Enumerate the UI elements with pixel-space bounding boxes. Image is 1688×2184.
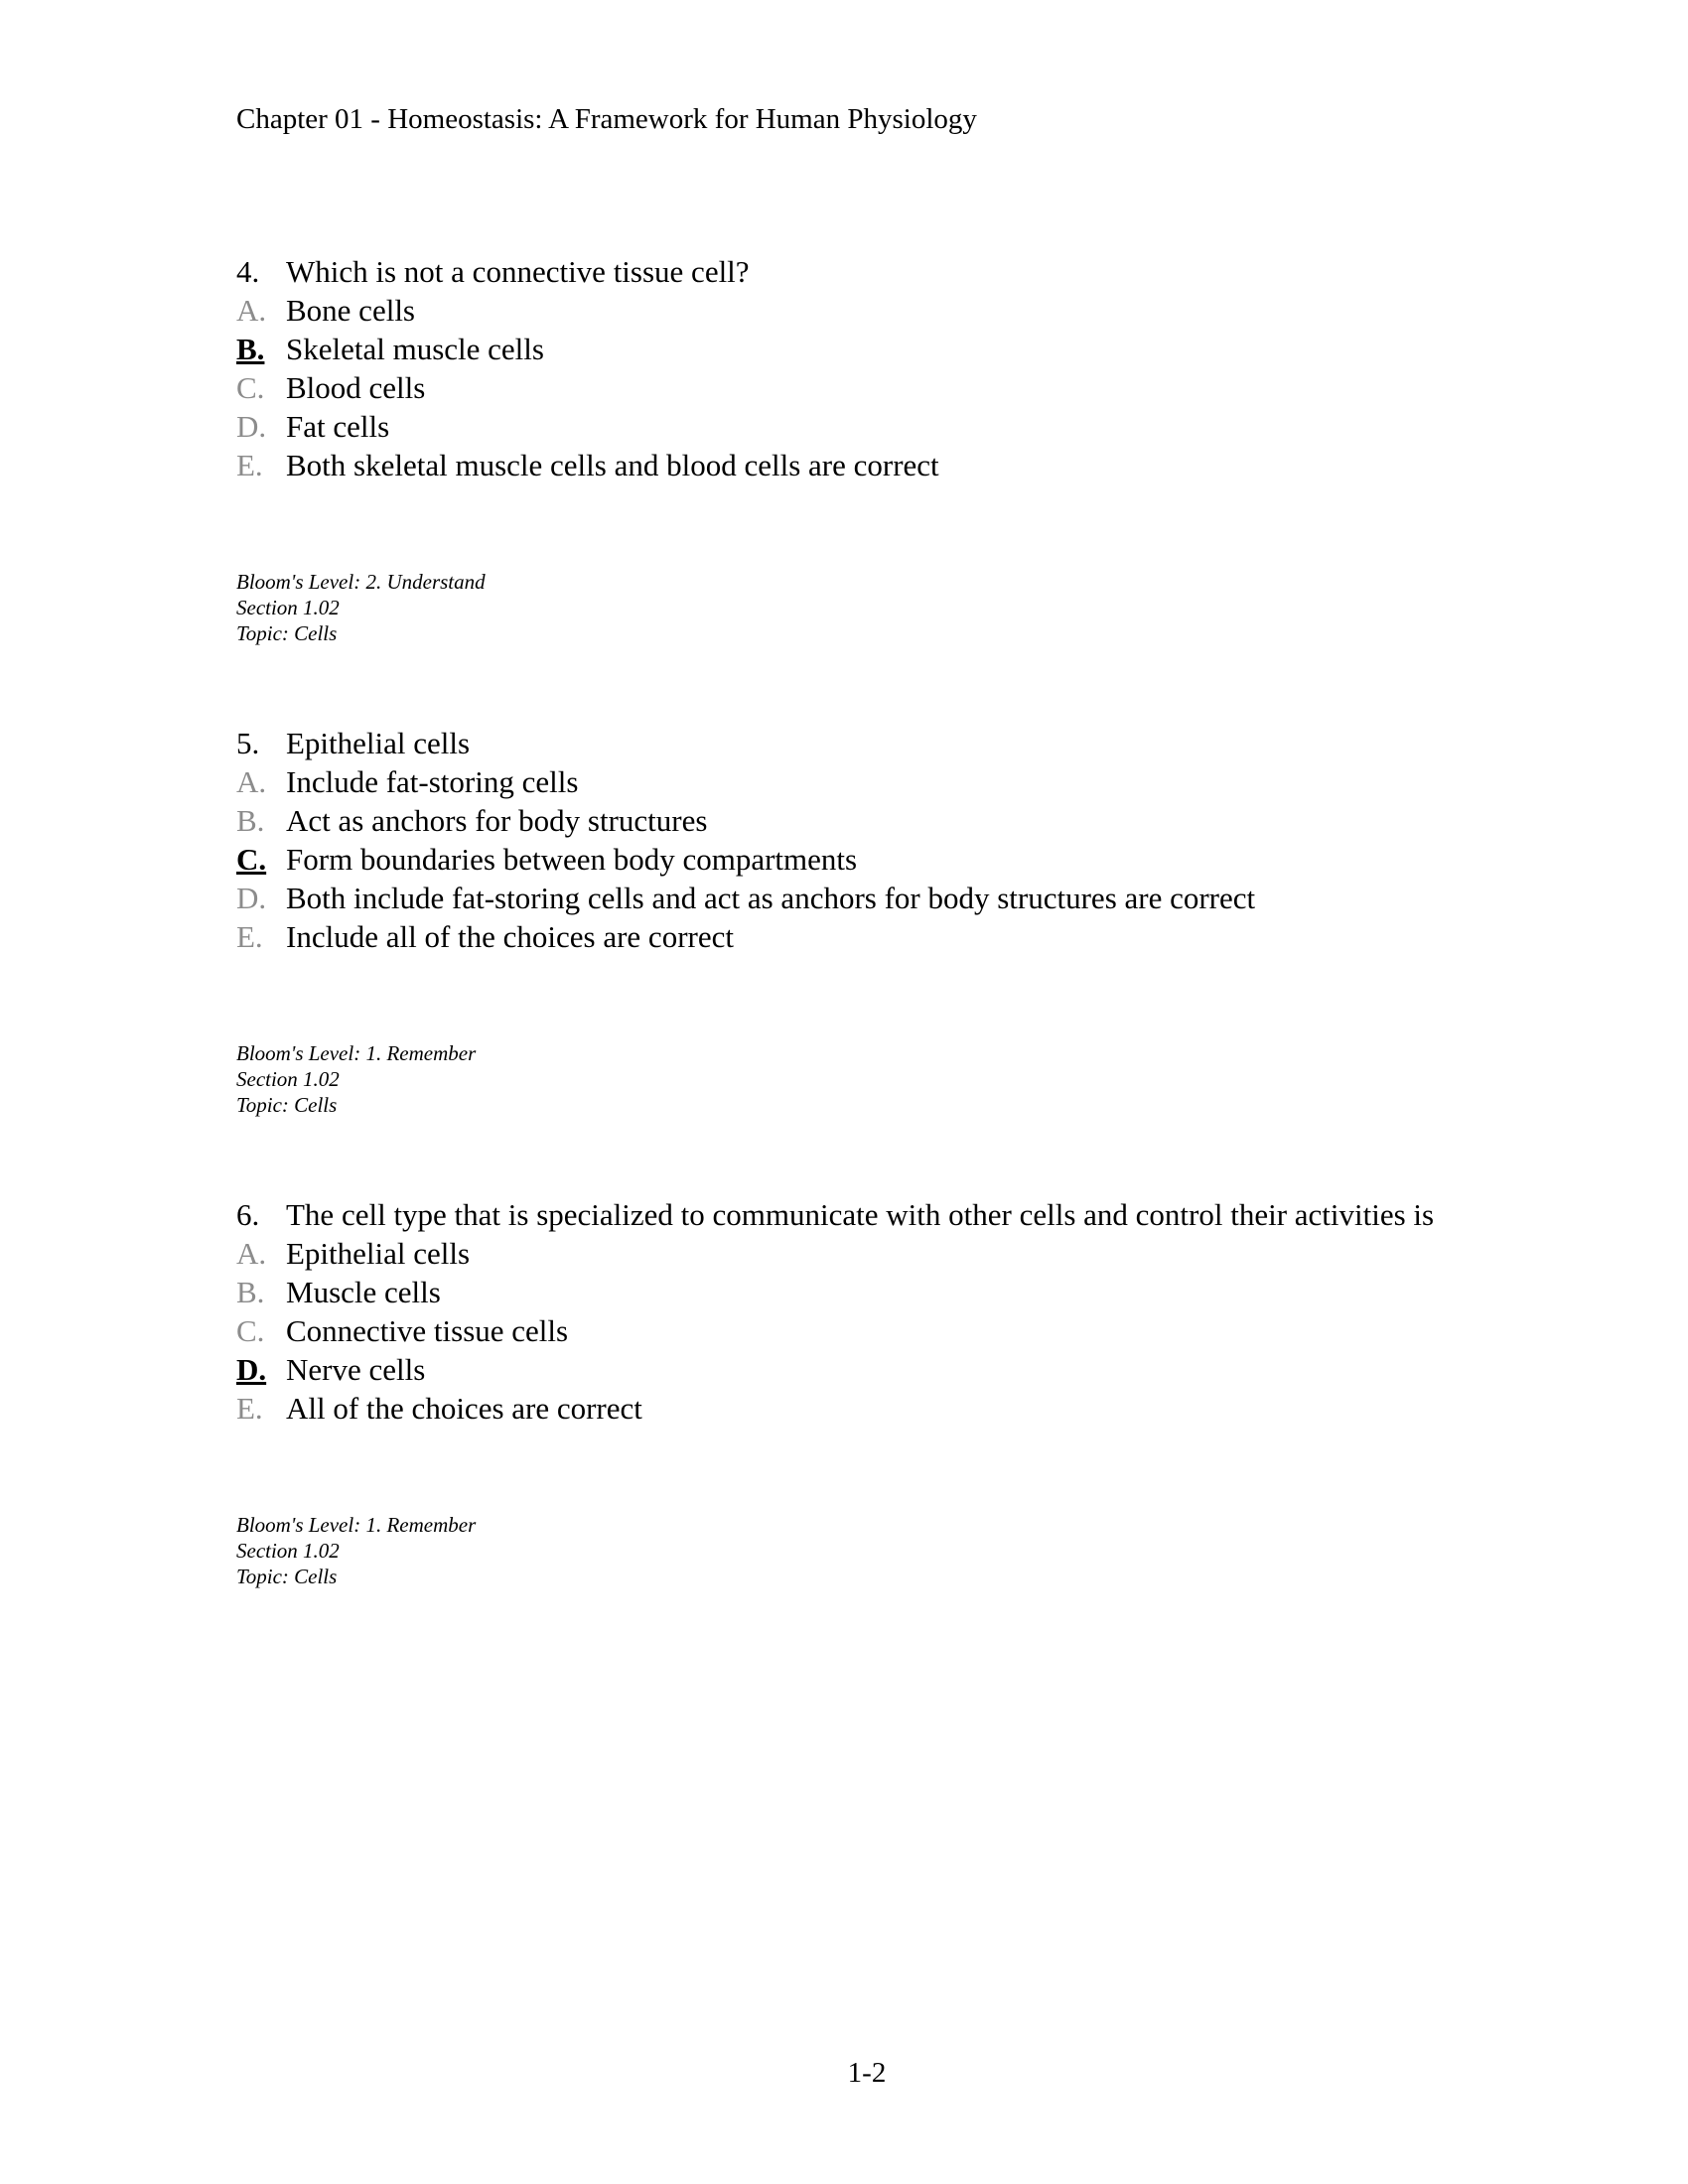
option-letter: C. (236, 1313, 265, 1348)
option-text: Muscle cells (286, 1275, 441, 1309)
question-number: 5. (236, 726, 260, 760)
question-number: 6. (236, 1197, 260, 1232)
option-letter: A. (236, 764, 267, 799)
option-text: Connective tissue cells (286, 1313, 569, 1348)
answer-option (236, 801, 1502, 840)
option-letter: C. (236, 370, 265, 405)
page-number: 1-2 (847, 2057, 887, 2089)
blooms-level: Bloom's Level: 1. Remember (236, 1513, 477, 1537)
option-letter: E. (236, 448, 263, 482)
option-letter: D. (236, 409, 267, 444)
option-letter: E. (236, 919, 263, 954)
question-6 (236, 1195, 1502, 1589)
answer-option (236, 917, 1502, 956)
option-letter: A. (236, 293, 267, 328)
blooms-level: Bloom's Level: 2. Understand (236, 570, 486, 594)
option-text: Bone cells (286, 293, 415, 328)
answer-option (236, 1273, 1502, 1311)
answer-option (236, 762, 1502, 801)
question-stem: Which is not a connective tissue cell? (286, 254, 750, 289)
answer-option (236, 1234, 1502, 1273)
option-text: Include all of the choices are correct (286, 919, 734, 954)
question-stem: Epithelial cells (286, 726, 471, 760)
option-text: Nerve cells (286, 1352, 426, 1387)
option-letter: A. (236, 1236, 267, 1271)
option-text: Include fat-storing cells (286, 764, 579, 799)
option-letter: B. (236, 332, 265, 366)
option-text: Form boundaries between body compartments (286, 842, 858, 877)
option-letter: E. (236, 1391, 263, 1426)
topic-label: Topic: Cells (236, 1093, 338, 1117)
question-metadata (236, 569, 1502, 646)
option-text: Fat cells (286, 409, 390, 444)
option-letter: B. (236, 1275, 265, 1309)
answer-option (236, 446, 1502, 484)
option-text: All of the choices are correct (286, 1391, 642, 1426)
option-letter: D. (236, 1352, 267, 1387)
option-letter: B. (236, 803, 265, 838)
option-text: Act as anchors for body structures (286, 803, 708, 838)
section-label: Section 1.02 (236, 1067, 340, 1091)
answer-option (236, 407, 1502, 446)
option-text: Both skeletal muscle cells and blood cells are correct (286, 448, 939, 482)
answer-option (236, 1389, 1502, 1428)
option-letter: C. (236, 842, 267, 877)
option-text: Both include fat-storing cells and act as anchors for body structures are correct (286, 881, 1256, 915)
topic-label: Topic: Cells (236, 1565, 338, 1588)
question-text (236, 1195, 1502, 1234)
page-content (236, 252, 1502, 1667)
answer-option-correct (236, 330, 1502, 368)
option-text: Skeletal muscle cells (286, 332, 544, 366)
answer-option-correct (236, 840, 1502, 879)
answer-option (236, 291, 1502, 330)
answer-option (236, 1311, 1502, 1350)
option-letter: D. (236, 881, 267, 915)
question-text (236, 252, 1502, 291)
question-5 (236, 724, 1502, 1118)
question-number: 4. (236, 254, 260, 289)
question-4 (236, 252, 1502, 646)
blooms-level: Bloom's Level: 1. Remember (236, 1041, 477, 1065)
topic-label: Topic: Cells (236, 621, 338, 645)
answer-option (236, 879, 1502, 917)
question-stem: The cell type that is specialized to communicate with other cells and control their activities is (286, 1197, 1435, 1232)
option-text: Epithelial cells (286, 1236, 471, 1271)
question-metadata (236, 1040, 1502, 1118)
answer-option-correct (236, 1350, 1502, 1389)
chapter-header: Chapter 01 - Homeostasis: A Framework for Human Physiology (236, 103, 977, 135)
question-metadata (236, 1512, 1502, 1589)
section-label: Section 1.02 (236, 1539, 340, 1563)
answer-option (236, 368, 1502, 407)
option-text: Blood cells (286, 370, 426, 405)
section-label: Section 1.02 (236, 596, 340, 619)
question-text (236, 724, 1502, 762)
